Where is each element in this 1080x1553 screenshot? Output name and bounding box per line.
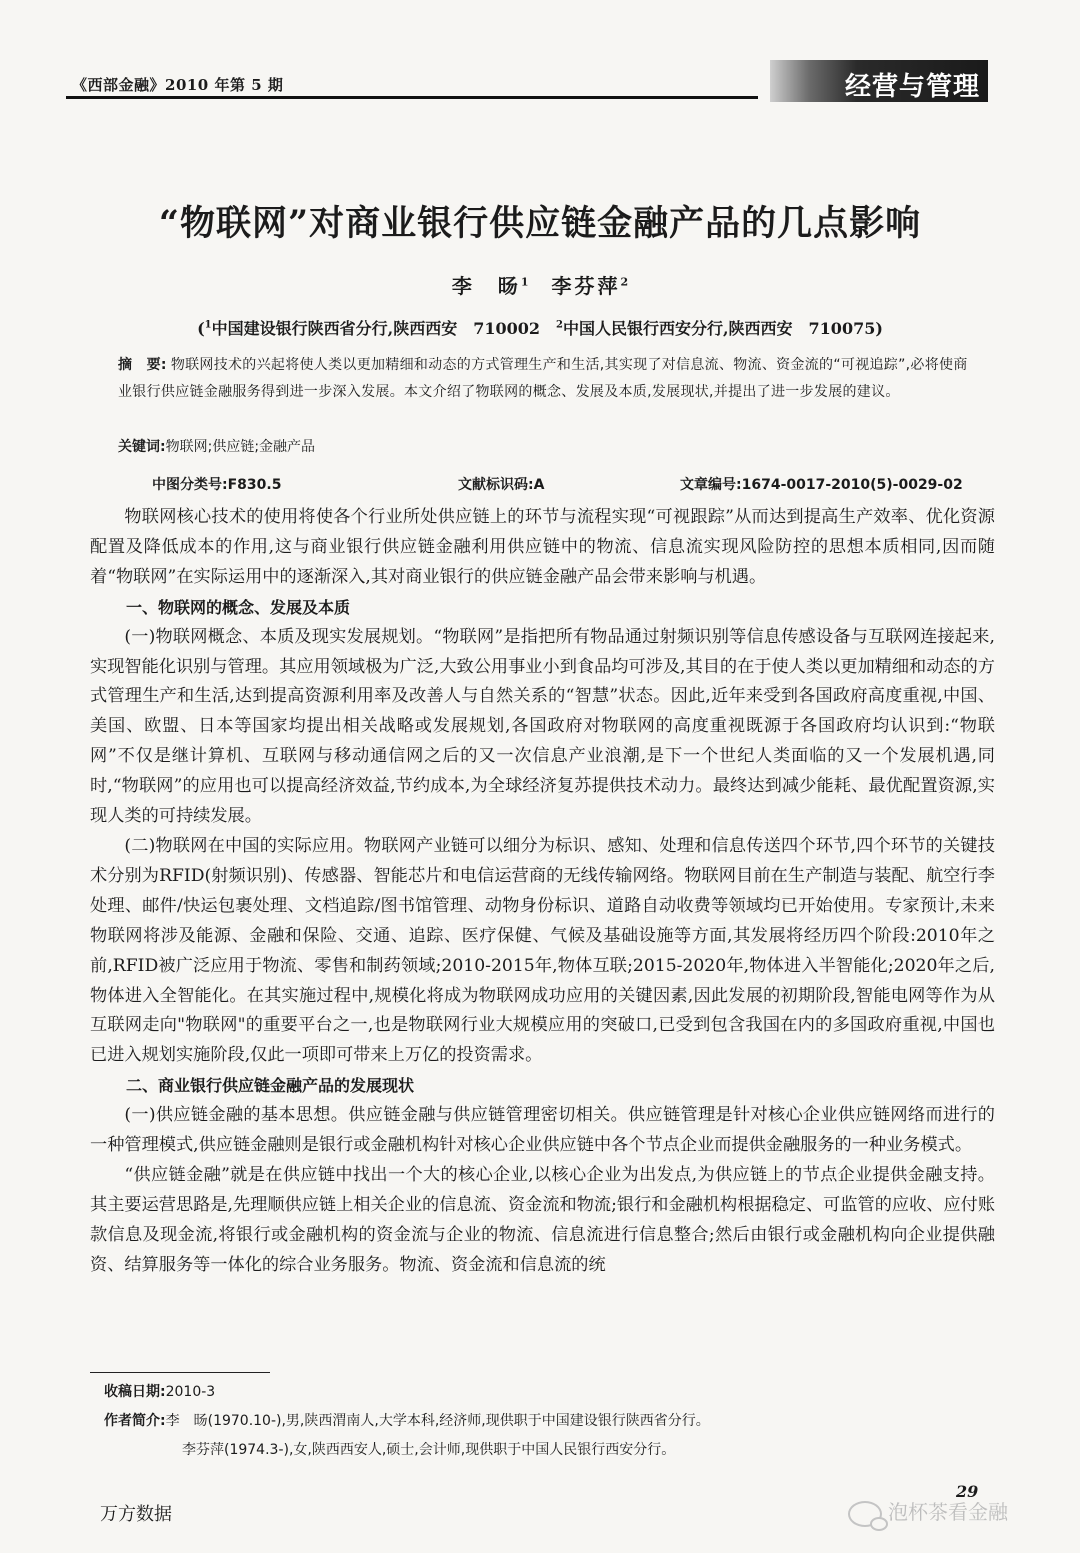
section-heading-1: 一、物联网的概念、发展及本质 bbox=[126, 597, 351, 617]
bio-1-text: 李 旸(1970.10-),男,陕西渭南人,大学本科,经济师,现供职于中国建设银行陕西省分行。 bbox=[165, 1413, 710, 1429]
affil-marker-2: 2 bbox=[556, 319, 563, 331]
bio-label: 作者简介: bbox=[104, 1413, 166, 1429]
paragraph: (二)物联网在中国的实际应用。物联网产业链可以细分为标识、感知、处理和信息传送四个环节,四个环节的关键技术分别为RFID(射频识别)、传感器、智能芯片和电信运营商的无线传输网络。物联网目前在生产制造与装配、航空行李处理、邮件/快运包裹处理、文档追踪/图书馆管理、动物身份标识、道路自动收费等领域均已开始使用。专家预计,未来物联网将涉及能源、金融和保险、交通、追踪、医疗保健、气候及基础设施等方面,其发展将经历四个阶段:2010年之前,RFID被广泛应用于物流、零售和制药领域;2010-2015年,物体互联;2015-2020年,物体进入半智能化;2020年之后,物体进入全智能化。在其实施过程中,规模化将成为物联网成功应用的关键因素,因此发展的初期阶段,智能电网等作为从互联网走向"物联网"的重要平台之一,也是物联网行业大规模应用的突破口,已受到包含我国在内的多国政府重视,中国也已进入规划实施阶段,仅此一项即可带来上万亿的投资需求。 bbox=[90, 835, 995, 1066]
source-label: 万方数据 bbox=[100, 1504, 172, 1525]
watermark bbox=[848, 1496, 1008, 1527]
keywords-text: 物联网;供应链;金融产品 bbox=[165, 439, 316, 455]
received-label: 收稿日期: bbox=[104, 1384, 166, 1400]
received-date bbox=[104, 1378, 984, 1407]
header-rule bbox=[66, 96, 758, 99]
keywords bbox=[118, 436, 315, 456]
affiliations bbox=[0, 316, 1080, 339]
paragraph: “供应链金融”就是在供应链中找出一个大的核心企业,以核心企业为出发点,为供应链上的节点企业提供金融支持。其主要运营思路是,先理顺供应链上相关企业的信息流、资金流和物流;银行和金融机构根据稳定、可监管的应收、应付账款信息及现金流,将银行或金融机构的资金流与企业的物流、信息流进行信息整合;然后由银行或金融机构向企业提供融资、结算服务等一体化的综合业务服务。物流、资金流和信息流的统 bbox=[90, 1164, 996, 1275]
document-code: 文献标识码:A bbox=[458, 477, 545, 493]
article-title: “物联网”对商业银行供应链金融产品的几点影响 bbox=[158, 203, 922, 244]
clc-number: 中图分类号:F830.5 bbox=[152, 477, 282, 493]
affiliation-2: 中国人民银行西安分行,陕西西安 710075) bbox=[562, 319, 883, 338]
abstract bbox=[118, 352, 978, 406]
paragraph: (一)供应链金融的基本思想。供应链金融与供应链管理密切相关。供应链管理是针对核心企业供应链网络而进行的一种管理模式,供应链金融则是银行或金融机构针对核心企业供应链中各个节点企业而提供金融服务的一种业务模式。 bbox=[90, 1105, 995, 1156]
keywords-label: 关键词: bbox=[118, 439, 166, 455]
section-banner bbox=[770, 60, 988, 102]
watermark-text: 泡杯茶看金融 bbox=[888, 1500, 1008, 1524]
author-bio-2: 李芬萍(1974.3-),女,陕西西安人,硕士,会计师,现供职于中国人民银行西安分行。 bbox=[182, 1442, 676, 1458]
author-1-affil-marker: 1 bbox=[520, 275, 529, 289]
article-number: 文章编号:1674-0017-2010(5)-0029-02 bbox=[680, 477, 963, 493]
author-bio-1 bbox=[104, 1407, 984, 1436]
page-number: 29 bbox=[956, 1482, 979, 1501]
received-value: 2010-3 bbox=[165, 1384, 216, 1400]
paragraph: 物联网核心技术的使用将使各个行业所处供应链上的环节与流程实现“可视跟踪”从而达到提高生产效率、优化资源配置及降低成本的作用,这与商业银行供应链金融利用供应链中的物流、信息流实现风险防控的思想本质相同,因而随着“物联网”在实际运用中的逐渐深入,其对商业银行的供应链金融产品会带来影响与机遇。 bbox=[90, 507, 995, 587]
author-line bbox=[0, 270, 1080, 299]
section-heading-2: 二、商业银行供应链金融产品的发展现状 bbox=[126, 1076, 415, 1096]
author-1: 李 旸 bbox=[451, 274, 521, 298]
journal-issue: 《西部金融》2010 年第 5 期 bbox=[72, 76, 284, 94]
article-body bbox=[90, 503, 995, 1281]
abstract-label: 摘 要: bbox=[118, 357, 167, 373]
paragraph: (一)物联网概念、本质及现实发展规划。“物联网”是指把所有物品通过射频识别等信息传感设备与互联网连接起来,实现智能化识别与管理。其应用领域极为广泛,大致公用事业小到食品均可涉及,其目的在于使人类以更加精细和动态的方式管理生产和生活,达到提高资源利用率及改善人与自然关系的“智慧”状态。因此,近年来受到各国政府高度重视,中国、美国、欧盟、日本等国家均提出相关战略或发展规划,各国政府对物联网的高度重视既源于各国政府均认识到:“物联网”不仅是继计算机、互联网与移动通信网之后的又一次信息产业浪潮,是下一个世纪人类面临的又一个发展机遇,同时,“物联网”的应用也可以提高经济效益,节约成本,为全球经济复苏提供技术动力。最终达到减少能耗、最优配置资源,实现人类的可持续发展。 bbox=[90, 626, 995, 827]
affiliation-1: 中国建设银行陕西省分行,陕西西安 710002 bbox=[211, 319, 556, 338]
abstract-text: 物联网技术的兴起将使人类以更加精细和动态的方式管理生产和生活,其实现了对信息流、物流、资金流的“可视追踪”,必将使商业银行供应链金融服务得到进一步深入发展。本文介绍了物联网的概念、发展及本质,发展现状,并提出了进一步发展的建议。 bbox=[118, 357, 968, 400]
footnotes bbox=[104, 1378, 984, 1465]
wechat-icon bbox=[848, 1501, 882, 1527]
section-label: 经营与管理 bbox=[844, 72, 980, 102]
affil-open-paren: ( bbox=[197, 319, 205, 338]
footnote-rule bbox=[90, 1372, 270, 1373]
author-2-affil-marker: 2 bbox=[620, 275, 629, 289]
author-2: 李芬萍 bbox=[551, 274, 621, 298]
affil-marker-1: 1 bbox=[204, 319, 212, 331]
